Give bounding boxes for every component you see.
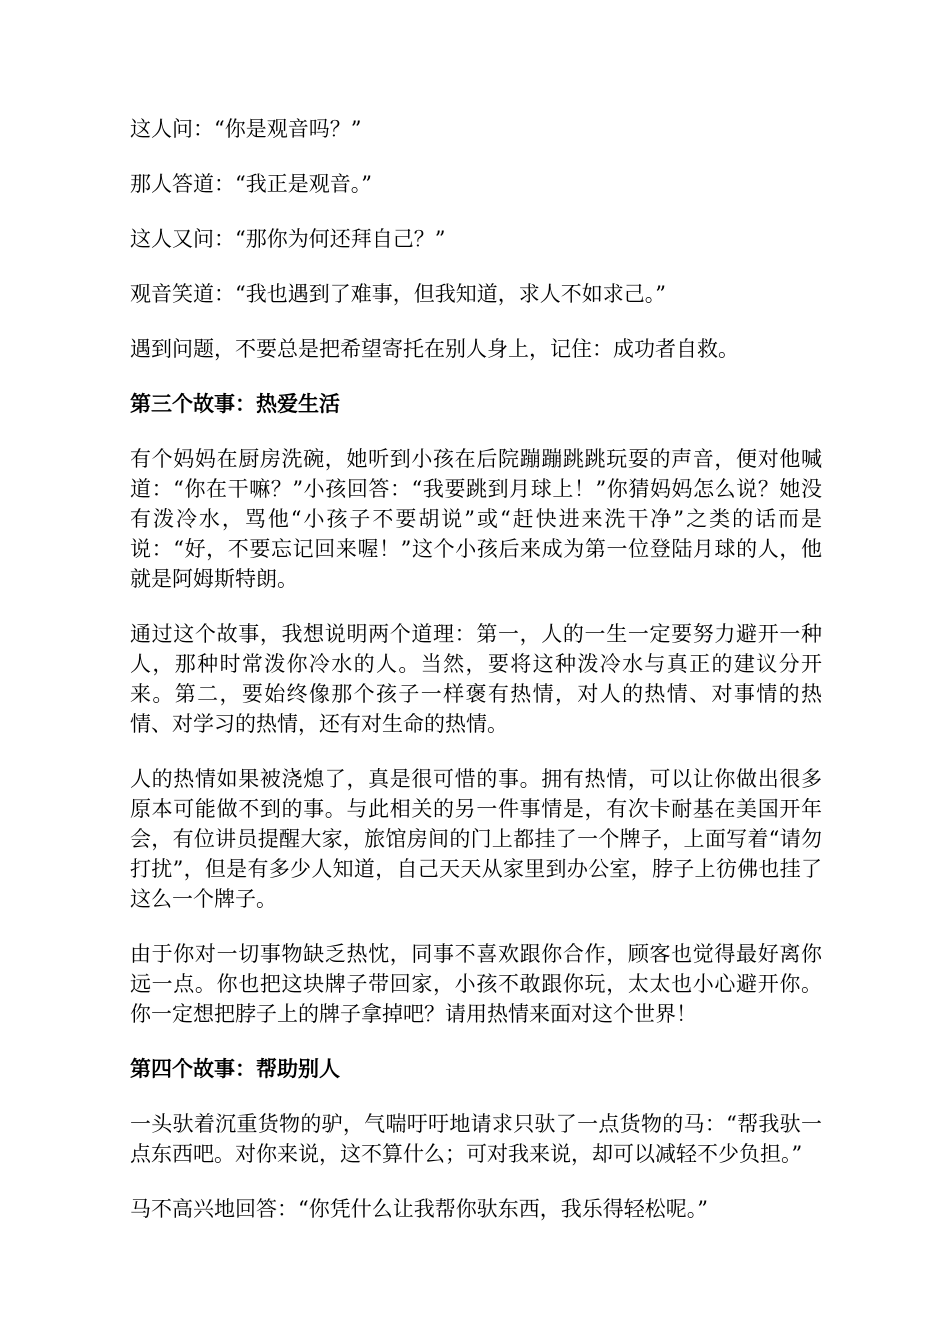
- paragraph: 一头驮着沉重货物的驴，气喘吁吁地请求只驮了一点货物的马：“帮我驮一点东西吧。对你来说，这不算什么；可对我来说，却可以减轻不少负担。”: [130, 1112, 822, 1166]
- paragraph: 遇到问题，不要总是把希望寄托在别人身上，记住：成功者自救。: [130, 337, 739, 361]
- section-heading-story-four: 第四个故事：帮助别人: [130, 1057, 340, 1081]
- paragraph: 马不高兴地回答：“你凭什么让我帮你驮东西，我乐得轻松呢。”: [130, 1197, 708, 1221]
- paragraph: 这人问：“你是观音吗？”: [130, 117, 362, 141]
- paragraph: 由于你对一切事物缺乏热忱，同事不喜欢跟你合作，顾客也觉得最好离你远一点。你也把这块牌子带回家，小孩不敢跟你玩，太太也小心避开你。你一定想把脖子上的牌子拿掉吧？请用热情来面对这个世界！: [130, 942, 822, 1026]
- paragraph: 这人又问：“那你为何还拜自己？”: [130, 227, 446, 251]
- paragraph: 观音笑道：“我也遇到了难事，但我知道，求人不如求己。”: [130, 282, 666, 306]
- paragraph: 那人答道：“我正是观音。”: [130, 172, 372, 196]
- paragraph: 通过这个故事，我想说明两个道理：第一，人的一生一定要努力避开一种人，那种时常泼你冷水的人。当然，要将这种泼冷水与真正的建议分开来。第二，要始终像那个孩子一样褒有热情，对人的热情、对事情的热情、对学习的热情，还有对生命的热情。: [130, 622, 822, 736]
- document-body: [130, 114, 822, 1249]
- paragraph: 有个妈妈在厨房洗碗，她听到小孩在后院蹦蹦跳跳玩耍的声音，便对他喊道：“你在干嘛？”小孩回答：“我要跳到月球上！”你猜妈妈怎么说？她没有泼冷水，骂他“小孩子不要胡说”或“赶快进来洗干净”之类的话而是说：“好，不要忘记回来喔！”这个小孩后来成为第一位登陆月球的人，他就是阿姆斯特朗。: [130, 447, 822, 591]
- paragraph: 人的热情如果被浇熄了，真是很可惜的事。拥有热情，可以让你做出很多原本可能做不到的事。与此相关的另一件事情是，有次卡耐基在美国开年会，有位讲员提醒大家，旅馆房间的门上都挂了一个牌子，上面写着“请勿打扰”，但是有多少人知道，自己天天从家里到办公室，脖子上彷佛也挂了这么一个牌子。: [130, 767, 822, 911]
- section-heading-story-three: 第三个故事：热爱生活: [130, 392, 340, 416]
